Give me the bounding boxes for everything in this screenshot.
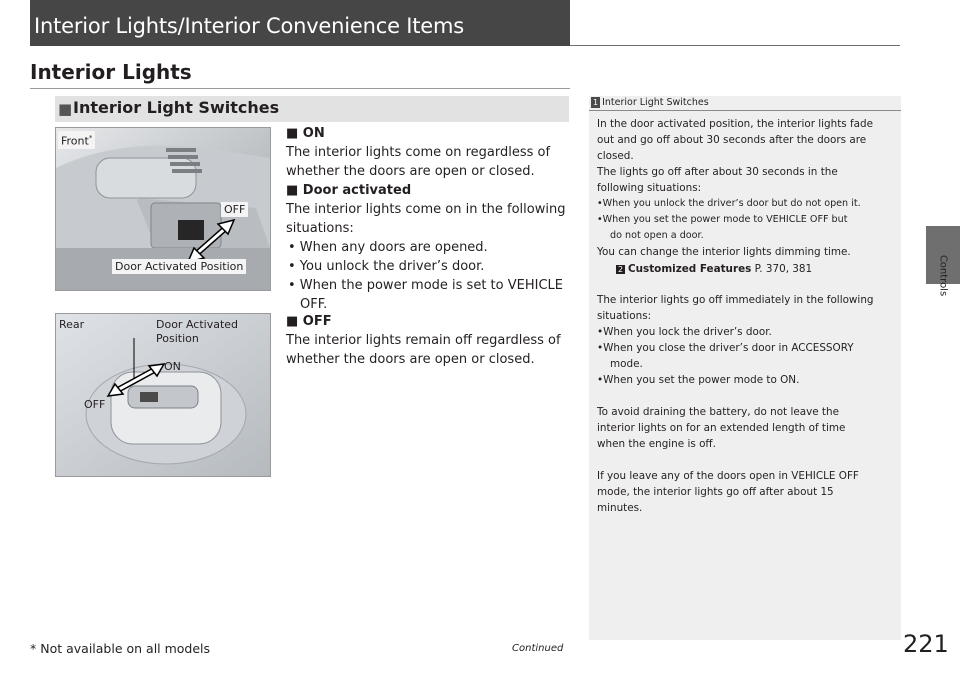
rear-door-activated-line1: Door Activated	[156, 318, 239, 331]
door-activated-bullet-2: • You unlock the driver’s door.	[288, 259, 485, 274]
front-door-activated-label: Door Activated Position	[112, 259, 246, 274]
note-line: mode, the interior lights go off after about 15	[597, 486, 834, 498]
rear-on-label: ON	[164, 360, 181, 373]
front-light-figure	[55, 127, 271, 291]
note-bullet: •When you close the driver’s door in ACCESSORY	[597, 342, 854, 354]
door-activated-bullet-3-cont: OFF.	[300, 297, 328, 312]
customized-features-link[interactable]: 2 Customized Features P. 370, 381	[617, 263, 813, 275]
rear-off-label: OFF	[84, 398, 106, 411]
note-line: when the engine is off.	[597, 438, 716, 450]
note-line: out and go off about 30 seconds after the doors are	[597, 134, 867, 146]
note-line: You can change the interior lights dimming time.	[597, 246, 851, 258]
note-bullet: •When you lock the driver’s door.	[597, 326, 772, 338]
note-line: To avoid draining the battery, do not leave the	[597, 406, 839, 418]
note-line: do not open a door.	[610, 230, 704, 241]
off-heading: ■ OFF	[286, 314, 332, 329]
chapter-tab-label: Controls	[937, 254, 949, 297]
section-title: Interior Lights	[30, 60, 192, 84]
page-title: Interior Lights/Interior Convenience Items	[34, 14, 465, 38]
note-line: closed.	[597, 150, 634, 162]
door-activated-text-line1: The interior lights come on in the following	[286, 202, 566, 217]
side-note-title: 1 Interior Light Switches	[593, 97, 709, 108]
note-line: If you leave any of the doors open in VEHICLE OFF	[597, 470, 859, 482]
subsection-title: Interior Light Switches	[73, 98, 280, 117]
front-off-label: OFF	[221, 202, 248, 217]
off-text-line1: The interior lights remain off regardless of	[286, 333, 561, 348]
side-note-rule	[589, 110, 901, 111]
rear-light-figure	[55, 313, 271, 477]
header-rule	[570, 45, 900, 46]
subsection-square-icon: ■	[58, 100, 73, 118]
on-heading: ■ ON	[286, 126, 325, 141]
note-line: mode.	[610, 358, 643, 370]
door-activated-bullet-3: • When the power mode is set to VEHICLE	[288, 278, 563, 293]
on-text-line1: The interior lights come on regardless of	[286, 145, 551, 160]
note-bullet: •When you unlock the driver’s door but do not open it.	[597, 198, 861, 209]
section-rule	[30, 88, 570, 89]
footnote: * Not available on all models	[30, 641, 211, 656]
note-line: interior lights on for an extended length of time	[597, 422, 846, 434]
note-line: The lights go off after about 30 seconds in the	[597, 166, 838, 178]
off-text-line2: whether the doors are open or closed.	[286, 352, 535, 367]
note-line: In the door activated position, the interior lights fade	[597, 118, 874, 130]
reference-arrow-icon: 2	[617, 265, 624, 274]
on-text-line2: whether the doors are open or closed.	[286, 164, 535, 179]
continued-label: Continued	[512, 643, 564, 654]
note-line: following situations:	[597, 182, 702, 194]
note-line: The interior lights go off immediately in the following	[597, 294, 874, 306]
note-bullet: •When you set the power mode to VEHICLE OFF but	[597, 214, 848, 225]
door-activated-bullet-1: • When any doors are opened.	[288, 240, 488, 255]
front-label: Front*	[58, 131, 95, 149]
door-activated-heading: ■ Door activated	[286, 183, 412, 198]
page-number: 221	[903, 630, 949, 658]
note-bullet: •When you set the power mode to ON.	[597, 374, 800, 386]
note-line: situations:	[597, 310, 652, 322]
rear-label: Rear	[59, 318, 85, 331]
note-number-badge: 1	[593, 98, 599, 107]
note-line: minutes.	[597, 502, 643, 514]
rear-door-activated-line2: Position	[156, 332, 199, 345]
door-activated-text-line2: situations:	[286, 221, 354, 236]
